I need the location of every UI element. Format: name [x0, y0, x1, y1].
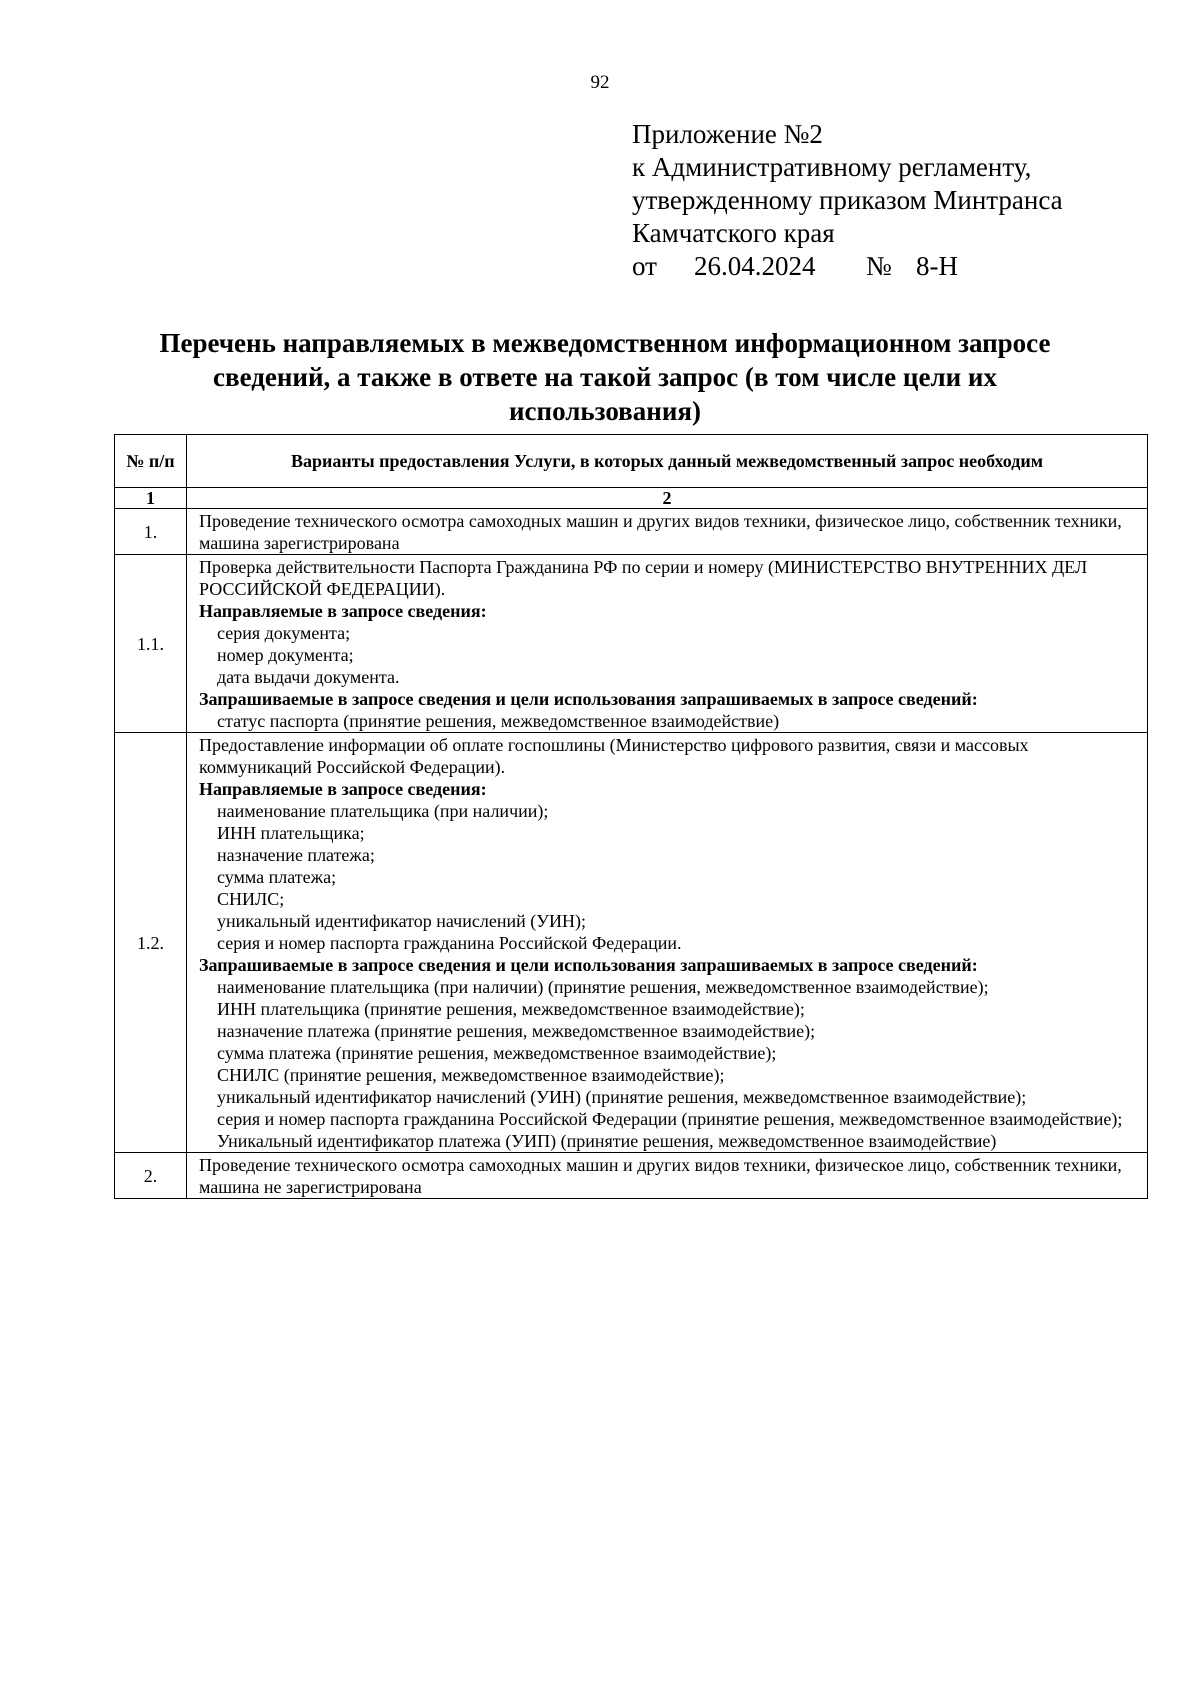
- appendix-block: [632, 118, 1063, 283]
- header-number: № п/п: [115, 435, 187, 488]
- row-number: 1.1.: [115, 555, 187, 733]
- table-row: [115, 509, 1148, 555]
- list-item: назначение платежа (принятие решения, межведомственное взаимодействие);: [217, 1021, 816, 1041]
- list-item: СНИЛС;: [217, 889, 285, 909]
- row-text: Проведение технического осмотра самоходных машин и других видов техники, физическое лицо, собственник техники, машина зарегистрирована: [187, 509, 1148, 555]
- row-content: [187, 555, 1148, 733]
- table-row: [115, 733, 1148, 1153]
- page-number: 92: [590, 72, 610, 93]
- list-item: номер документа;: [217, 645, 354, 665]
- list-item: ИНН плательщика (принятие решения, межведомственное взаимодействие);: [217, 999, 805, 1019]
- appendix-line: утвержденному приказом Минтранса: [632, 185, 1063, 215]
- list-item: дата выдачи документа.: [217, 667, 400, 687]
- requested-heading: Запрашиваемые в запросе сведения и цели использования запрашиваемых в запросе сведений:: [199, 689, 978, 709]
- appendix-title: Приложение №2: [632, 119, 823, 149]
- number-label: №: [866, 251, 892, 281]
- list-item: ИНН плательщика;: [217, 823, 365, 843]
- list-item: Уникальный идентификатор платежа (УИП) (принятие решения, межведомственное взаимодействие): [217, 1131, 997, 1151]
- sent-heading: Направляемые в запросе сведения:: [199, 779, 487, 799]
- order-date: 26.04.2024: [694, 251, 816, 281]
- table-row: [115, 1153, 1148, 1199]
- row-intro: Проверка действительности Паспорта Гражданина РФ по серии и номеру (МИНИСТЕРСТВО ВНУТРЕННИХ ДЕЛ РОССИЙСКОЙ ФЕДЕРАЦИИ).: [199, 557, 1088, 599]
- row-intro: Предоставление информации об оплате госпошлины (Министерство цифрового развития, связи и массовых коммуникаций Российской Федерации).: [199, 735, 1029, 777]
- column-number-row: [115, 488, 1148, 509]
- appendix-line: Камчатского края: [632, 218, 835, 248]
- list-item: наименование плательщика (при наличии);: [217, 801, 549, 821]
- column-number: 2: [187, 488, 1148, 509]
- from-label: от: [632, 251, 657, 281]
- document-title: Перечень направляемых в межведомственном информационном запросе сведений, а также в ответе на такой запрос (в том числе цели их использования): [159, 328, 1051, 426]
- list-item: уникальный идентификатор начислений (УИН) (принятие решения, межведомственное взаимодействие);: [217, 1087, 1027, 1107]
- list-item: статус паспорта (принятие решения, межведомственное взаимодействие): [217, 711, 780, 731]
- list-item: назначение платежа;: [217, 845, 375, 865]
- appendix-line: к Административному регламенту,: [632, 152, 1032, 182]
- list-item: сумма платежа (принятие решения, межведомственное взаимодействие);: [217, 1043, 777, 1063]
- row-number: 1.: [115, 509, 187, 555]
- list-item: уникальный идентификатор начислений (УИН);: [217, 911, 586, 931]
- list-item-justified: [199, 1108, 1139, 1130]
- requested-heading: Запрашиваемые в запросе сведения и цели использования запрашиваемых в запросе сведений:: [199, 955, 978, 975]
- table-row: [115, 555, 1148, 733]
- list-item: серия документа;: [217, 623, 351, 643]
- column-number: 1: [115, 488, 187, 509]
- sent-heading: Направляемые в запросе сведения:: [199, 601, 487, 621]
- row-content: [187, 733, 1148, 1153]
- list-item: СНИЛС (принятие решения, межведомственное взаимодействие);: [217, 1065, 725, 1085]
- row-text: Проведение технического осмотра самоходных машин и других видов техники, физическое лицо, собственник техники, машина не зарегистрирована: [187, 1153, 1148, 1199]
- row-number: 1.2.: [115, 733, 187, 1153]
- justified-text: серия и номер паспорта гражданина Российской Федерации (принятие решения, межведомственное взаимодействие);: [217, 1109, 1123, 1129]
- header-variants: Варианты предоставления Услуги, в которых данный межведомственный запрос необходим: [187, 435, 1148, 488]
- appendix-date-row: [632, 250, 1063, 283]
- list-item: сумма платежа;: [217, 867, 337, 887]
- row-number: 2.: [115, 1153, 187, 1199]
- list-item: наименование плательщика (при наличии) (принятие решения, межведомственное взаимодействие);: [217, 977, 989, 997]
- order-number: 8-Н: [916, 251, 958, 281]
- table-header-row: [115, 435, 1148, 488]
- list-item: серия и номер паспорта гражданина Российской Федерации.: [217, 933, 682, 953]
- requests-table: [114, 434, 1148, 1199]
